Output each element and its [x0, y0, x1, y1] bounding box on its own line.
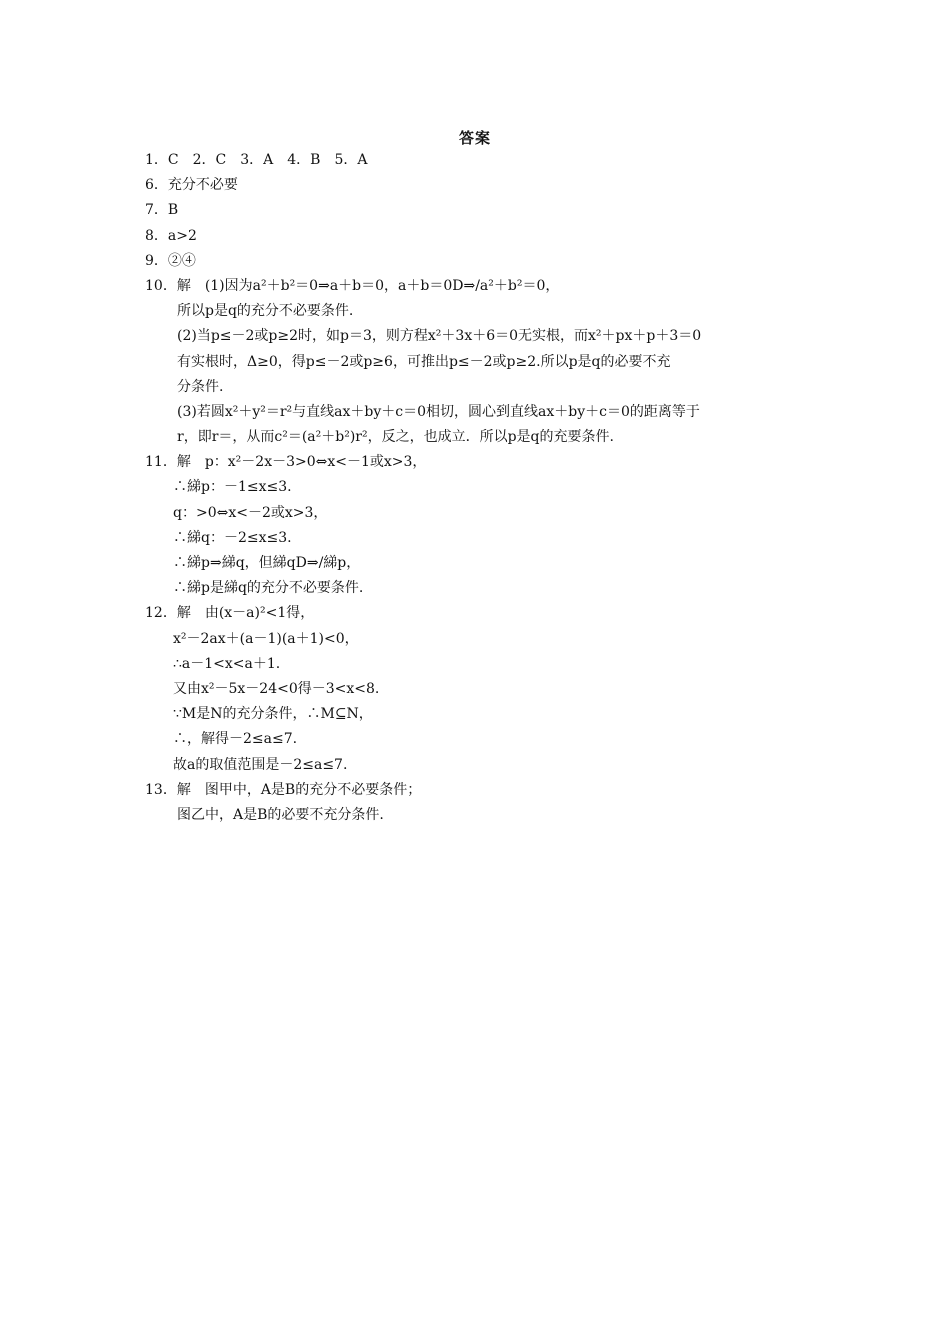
answer-line: 所以p是q的充分不必要条件.: [177, 303, 354, 320]
answer-line: 6．充分不必要: [145, 177, 238, 194]
answer-line: ∵M是N的充分条件，∴M⊆N，: [173, 706, 373, 723]
answer-line: ∴綈p是綈q的充分不必要条件.: [173, 580, 364, 597]
answer-line: 12．解 由(x－a)²<1得，: [145, 605, 315, 622]
answer-line: 有实根时，Δ≥0，得p≤－2或p≥6，可推出p≤－2或p≥2.所以p是q的必要不充: [177, 353, 671, 370]
answer-line: (3)若圆x²＋y²＝r²与直线ax＋by＋c＝0相切，圆心到直线ax＋by＋c＝0的距离等于: [177, 403, 700, 420]
answer-line: ∴綈q：－2≤x≤3.: [173, 529, 292, 546]
answer-line: ∴綈p：－1≤x≤3.: [173, 479, 292, 496]
answer-line: 13．解 图甲中，A是B的充分不必要条件；: [145, 781, 422, 798]
answer-line: 8．a>2: [145, 227, 197, 244]
answer-line: (2)当p≤－2或p≥2时，如p＝3，则方程x²＋3x＋6＝0无实根，而x²＋px＋p＋3＝0: [177, 328, 702, 345]
answer-line: 7．B: [145, 202, 179, 219]
answer-line: 1．C 2．C 3．A 4．B 5．A: [145, 152, 368, 168]
answer-line: 故a的取值范围是－2≤a≤7.: [173, 756, 348, 773]
answer-line: 11．解 p：x²－2x－3>0⇔x<－1或x>3，: [145, 454, 427, 471]
page-title: 答案: [458, 129, 491, 147]
answer-line: 分条件.: [177, 378, 224, 395]
answer-line: q：>0⇔x<－2或x>3，: [173, 504, 328, 521]
answer-line: r，即r＝，从而c²＝(a²＋b²)r²，反之，也成立．所以p是q的充要条件.: [177, 429, 614, 446]
answer-line: ∴，解得－2≤a≤7.: [173, 731, 298, 748]
answer-line: 又由x²－5x－24<0得－3<x<8.: [173, 680, 380, 697]
answer-line: x²－2ax＋(a－1)(a＋1)<0，: [173, 630, 359, 647]
answer-line: 10．解 (1)因为a²＋b²＝0⇒a＋b＝0，a＋b＝0D⇒/a²＋b²＝0，: [145, 277, 560, 294]
answer-line: 9．②④: [145, 252, 196, 269]
answer-line: ∴a－1<x<a＋1.: [173, 655, 281, 672]
answer-content: [145, 148, 815, 828]
answer-line: ∴綈p⇒綈q，但綈qD⇒/綈p，: [173, 555, 361, 571]
answer-line: 图乙中，A是B的必要不充分条件.: [177, 806, 384, 823]
